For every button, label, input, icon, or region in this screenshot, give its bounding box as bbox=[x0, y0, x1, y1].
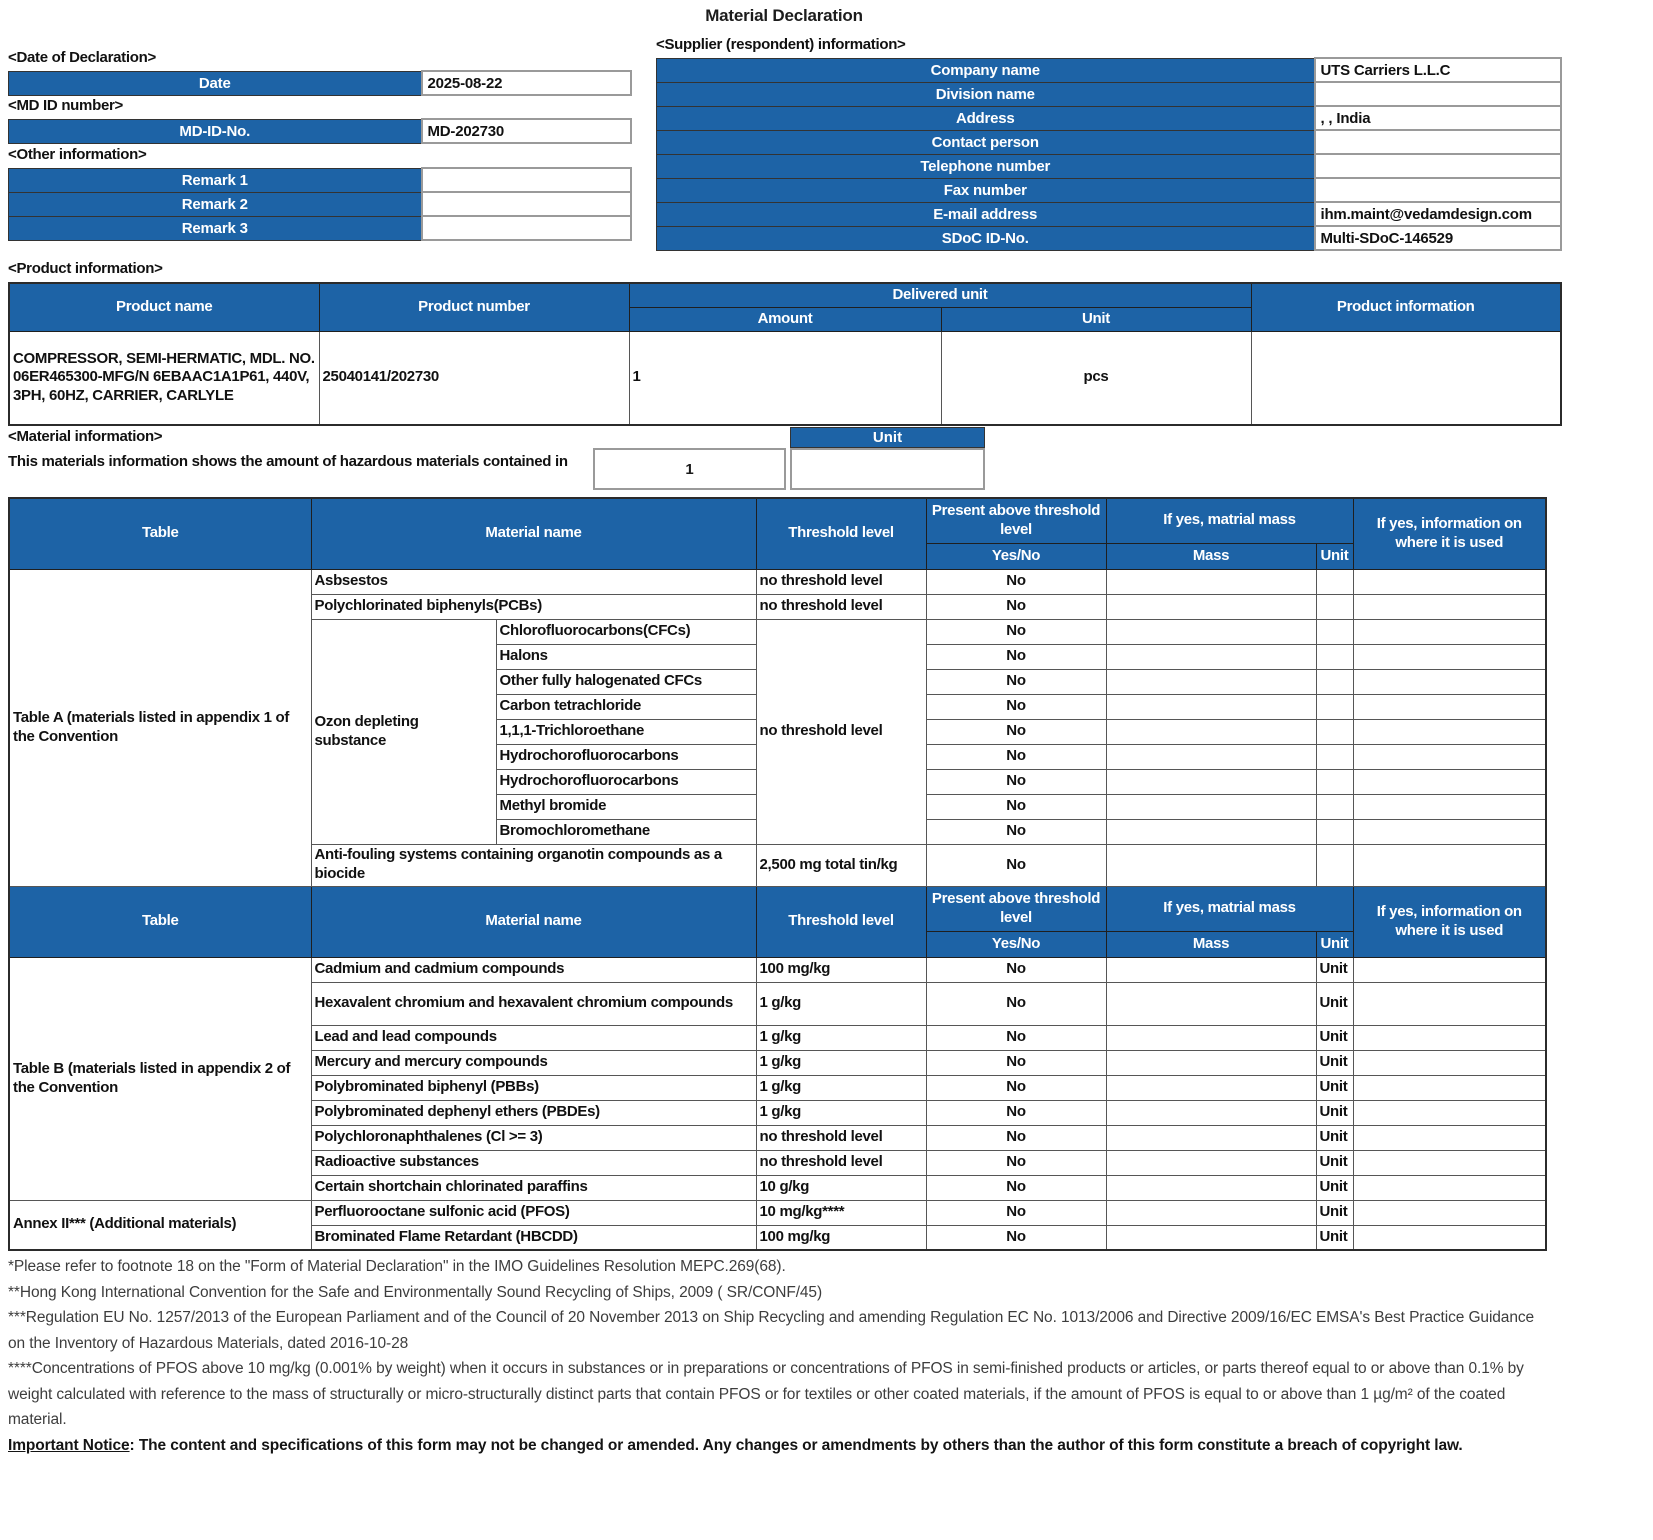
present-above-header: Present above threshold level bbox=[926, 886, 1106, 931]
mass-cell bbox=[1106, 819, 1316, 844]
unit-cell bbox=[1316, 794, 1353, 819]
unit-cell: Unit bbox=[1316, 1150, 1353, 1175]
contact-person-label: Contact person bbox=[657, 130, 1315, 154]
product-information-value bbox=[1251, 331, 1561, 425]
where-used-cell bbox=[1353, 1150, 1546, 1175]
table-row bbox=[657, 58, 1561, 82]
mass-cell bbox=[1106, 694, 1316, 719]
yes-no-cell: No bbox=[926, 1150, 1106, 1175]
footnote-1: *Please refer to footnote 18 on the "Form of Material Declaration" in the IMO Guidelines Resolution MEPC.269(68). bbox=[8, 1258, 786, 1275]
material-name-cell: Methyl bromide bbox=[496, 794, 756, 819]
where-used-cell bbox=[1353, 619, 1546, 644]
unit-cell: Unit bbox=[1316, 957, 1353, 982]
fax-field[interactable] bbox=[1315, 178, 1561, 202]
table-row bbox=[9, 71, 631, 95]
unit-cell: Unit bbox=[1316, 1075, 1353, 1100]
unit-cell bbox=[1316, 719, 1353, 744]
footnote-3: ***Regulation EU No. 1257/2013 of the European Parliament and of the Council of 20 November 2013 on Ship Recycling and amending Regulation EC No. 1013/2006 and Directive 2009/16/EC EMSA's Best Practice Guidance on the Inventory of Hazardous Materials, dated 2016-10-28 bbox=[8, 1309, 1535, 1352]
table-header-row bbox=[9, 498, 1546, 543]
remark-1-field[interactable] bbox=[422, 168, 631, 192]
supplier-section-label: <Supplier (respondent) information> bbox=[656, 36, 906, 53]
where-used-cell bbox=[1353, 644, 1546, 669]
material-name-header: Material name bbox=[311, 886, 756, 957]
where-used-cell bbox=[1353, 1075, 1546, 1100]
remark-2-label: Remark 2 bbox=[9, 192, 422, 216]
material-name-cell: Brominated Flame Retardant (HBCDD) bbox=[311, 1225, 756, 1250]
mass-cell bbox=[1106, 1175, 1316, 1200]
table-col-header: Table bbox=[9, 498, 311, 569]
yes-no-cell: No bbox=[926, 594, 1106, 619]
material-name-cell: Other fully halogenated CFCs bbox=[496, 669, 756, 694]
important-notice-label: Important Notice bbox=[8, 1436, 130, 1454]
md-id-section-label: <MD ID number> bbox=[8, 97, 123, 114]
yes-no-cell: No bbox=[926, 644, 1106, 669]
contained-unit-header: Unit bbox=[790, 427, 985, 448]
where-used-cell bbox=[1353, 744, 1546, 769]
where-used-cell bbox=[1353, 569, 1546, 594]
table-row bbox=[9, 119, 631, 143]
remark-1-label: Remark 1 bbox=[9, 168, 422, 192]
contained-amount-field[interactable]: 1 bbox=[593, 448, 786, 490]
unit-cell bbox=[1316, 744, 1353, 769]
unit-cell bbox=[1316, 569, 1353, 594]
md-id-table bbox=[8, 118, 632, 144]
yes-no-cell: No bbox=[926, 1100, 1106, 1125]
where-used-cell bbox=[1353, 594, 1546, 619]
unit-cell: Unit bbox=[1316, 1050, 1353, 1075]
telephone-label: Telephone number bbox=[657, 154, 1315, 178]
threshold-level-header: Threshold level bbox=[756, 498, 926, 569]
unit-cell: Unit bbox=[1316, 1225, 1353, 1250]
product-table bbox=[8, 282, 1562, 426]
mass-cell bbox=[1106, 644, 1316, 669]
remark-3-field[interactable] bbox=[422, 216, 631, 240]
where-used-cell bbox=[1353, 819, 1546, 844]
table-row bbox=[657, 130, 1561, 154]
table-row bbox=[9, 1200, 1546, 1225]
md-id-label: MD-ID-No. bbox=[9, 119, 422, 143]
mass-cell bbox=[1106, 569, 1316, 594]
remarks-table bbox=[8, 167, 632, 241]
material-name-cell: Lead and lead compounds bbox=[311, 1025, 756, 1050]
mass-cell bbox=[1106, 669, 1316, 694]
table-row bbox=[9, 216, 631, 240]
ozone-group-label: Ozon depleting substance bbox=[311, 619, 496, 844]
unit-cell bbox=[1316, 644, 1353, 669]
material-name-cell: Hydrochorofluorocarbons bbox=[496, 769, 756, 794]
product-information-header: Product information bbox=[1251, 283, 1561, 331]
where-used-cell bbox=[1353, 719, 1546, 744]
mass-cell bbox=[1106, 1025, 1316, 1050]
unit-header: Unit bbox=[941, 307, 1251, 331]
mass-header: Mass bbox=[1106, 931, 1316, 957]
table-row bbox=[9, 569, 1546, 594]
unit-cell bbox=[1316, 819, 1353, 844]
mass-cell bbox=[1106, 1125, 1316, 1150]
unit-cell bbox=[1316, 669, 1353, 694]
contact-person-field[interactable] bbox=[1315, 130, 1561, 154]
yes-no-cell: No bbox=[926, 844, 1106, 886]
table-row bbox=[9, 331, 1561, 425]
mass-cell bbox=[1106, 1100, 1316, 1125]
material-name-cell: Anti-fouling systems containing organotin compounds as a biocide bbox=[311, 844, 756, 886]
material-name-cell: 1,1,1-Trichloroethane bbox=[496, 719, 756, 744]
table-header-row bbox=[9, 283, 1561, 307]
threshold-cell: 1 g/kg bbox=[756, 982, 926, 1025]
threshold-cell: no threshold level bbox=[756, 619, 926, 844]
amount-value: 1 bbox=[629, 331, 941, 425]
yes-no-cell: No bbox=[926, 619, 1106, 644]
date-table bbox=[8, 70, 632, 96]
threshold-cell: 1 g/kg bbox=[756, 1075, 926, 1100]
material-name-cell: Asbsestos bbox=[311, 569, 756, 594]
where-used-cell bbox=[1353, 844, 1546, 886]
yes-no-cell: No bbox=[926, 719, 1106, 744]
if-yes-mass-header: If yes, matrial mass bbox=[1106, 886, 1353, 931]
unit-cell bbox=[1316, 769, 1353, 794]
company-name-label: Company name bbox=[657, 58, 1315, 82]
delivered-unit-header: Delivered unit bbox=[629, 283, 1251, 307]
table-row bbox=[657, 178, 1561, 202]
date-label: Date bbox=[9, 71, 422, 95]
yes-no-cell: No bbox=[926, 769, 1106, 794]
md-id-value-field[interactable]: MD-202730 bbox=[422, 119, 631, 143]
where-used-cell bbox=[1353, 669, 1546, 694]
unit-cell bbox=[1316, 594, 1353, 619]
if-yes-where-header: If yes, information on where it is used bbox=[1353, 498, 1546, 569]
yes-no-cell: No bbox=[926, 819, 1106, 844]
yes-no-cell: No bbox=[926, 1125, 1106, 1150]
where-used-cell bbox=[1353, 1175, 1546, 1200]
unit-cell: Unit bbox=[1316, 1175, 1353, 1200]
if-yes-where-header: If yes, information on where it is used bbox=[1353, 886, 1546, 957]
mass-cell bbox=[1106, 1225, 1316, 1250]
yes-no-cell: No bbox=[926, 669, 1106, 694]
yes-no-header: Yes/No bbox=[926, 931, 1106, 957]
material-description: This materials information shows the amount of hazardous materials contained in bbox=[8, 453, 568, 470]
amount-header: Amount bbox=[629, 307, 941, 331]
email-field[interactable]: ihm.maint@vedamdesign.com bbox=[1315, 202, 1561, 226]
yes-no-cell: No bbox=[926, 1075, 1106, 1100]
table-row bbox=[9, 192, 631, 216]
unit-cell: Unit bbox=[1316, 982, 1353, 1025]
date-value-field[interactable]: 2025-08-22 bbox=[422, 71, 631, 95]
mass-cell bbox=[1106, 769, 1316, 794]
threshold-cell: no threshold level bbox=[756, 594, 926, 619]
division-name-field[interactable] bbox=[1315, 82, 1561, 106]
fax-label: Fax number bbox=[657, 178, 1315, 202]
table-b-group-label: Table B (materials listed in appendix 2 of the Convention bbox=[9, 957, 311, 1200]
threshold-cell: 1 g/kg bbox=[756, 1100, 926, 1125]
where-used-cell bbox=[1353, 1200, 1546, 1225]
table-row bbox=[657, 82, 1561, 106]
table-col-header: Table bbox=[9, 886, 311, 957]
material-name-cell: Chlorofluorocarbons(CFCs) bbox=[496, 619, 756, 644]
mass-header: Mass bbox=[1106, 543, 1316, 569]
mass-cell bbox=[1106, 744, 1316, 769]
mass-cell bbox=[1106, 1050, 1316, 1075]
material-name-cell: Polybrominated dephenyl ethers (PBDEs) bbox=[311, 1100, 756, 1125]
footnote-2: **Hong Kong International Convention for the Safe and Environmentally Sound Recycling of Ships, 2009 ( SR/CONF/45) bbox=[8, 1283, 823, 1301]
material-name-cell: Hexavalent chromium and hexavalent chromium compounds bbox=[311, 982, 756, 1025]
yes-no-cell: No bbox=[926, 982, 1106, 1025]
company-name-field[interactable]: UTS Carriers L.L.C bbox=[1315, 58, 1561, 82]
material-name-cell: Certain shortchain chlorinated paraffins bbox=[311, 1175, 756, 1200]
unit-col-header: Unit bbox=[1316, 931, 1353, 957]
if-yes-mass-header: If yes, matrial mass bbox=[1106, 498, 1353, 543]
unit-cell bbox=[1316, 619, 1353, 644]
mass-cell bbox=[1106, 1150, 1316, 1175]
yes-no-cell: No bbox=[926, 694, 1106, 719]
supplier-table bbox=[656, 57, 1562, 251]
mass-cell bbox=[1106, 594, 1316, 619]
mass-cell bbox=[1106, 1200, 1316, 1225]
yes-no-cell: No bbox=[926, 1050, 1106, 1075]
yes-no-header: Yes/No bbox=[926, 543, 1106, 569]
material-name-cell: Radioactive substances bbox=[311, 1150, 756, 1175]
yes-no-cell: No bbox=[926, 569, 1106, 594]
yes-no-cell: No bbox=[926, 794, 1106, 819]
table-header-row bbox=[9, 886, 1546, 931]
threshold-cell: 10 g/kg bbox=[756, 1175, 926, 1200]
unit-cell: Unit bbox=[1316, 1100, 1353, 1125]
date-section-label: <Date of Declaration> bbox=[8, 49, 156, 66]
table-row bbox=[657, 202, 1561, 226]
unit-cell bbox=[1316, 844, 1353, 886]
yes-no-cell: No bbox=[926, 957, 1106, 982]
threshold-cell: 100 mg/kg bbox=[756, 1225, 926, 1250]
threshold-cell: 2,500 mg total tin/kg bbox=[756, 844, 926, 886]
where-used-cell bbox=[1353, 1025, 1546, 1050]
material-name-cell: Perfluorooctane sulfonic acid (PFOS) bbox=[311, 1200, 756, 1225]
table-row bbox=[657, 154, 1561, 178]
contained-unit-field[interactable] bbox=[790, 448, 985, 490]
mass-cell bbox=[1106, 1075, 1316, 1100]
yes-no-cell: No bbox=[926, 744, 1106, 769]
other-info-section-label: <Other information> bbox=[8, 146, 147, 163]
where-used-cell bbox=[1353, 1050, 1546, 1075]
table-row bbox=[9, 957, 1546, 982]
hazardous-materials-table bbox=[8, 497, 1547, 1251]
footnotes bbox=[8, 1254, 1550, 1458]
where-used-cell bbox=[1353, 1125, 1546, 1150]
material-name-cell: Polybrominated biphenyl (PBBs) bbox=[311, 1075, 756, 1100]
footnote-4: ****Concentrations of PFOS above 10 mg/kg (0.001% by weight) when it occurs in substances or in preparations or concentrations of PFOS in semi-finished products or articles, or parts thereof equal to or above than 0.1% by weight calculated with reference to the mass of structurally or micro-structurally distinct parts that contain PFOS or for textiles or other coated materials, if the amount of PFOS is equal to or above than 1 µg/m² of the coated material. bbox=[8, 1360, 1524, 1428]
table-row bbox=[657, 106, 1561, 130]
product-number-header: Product number bbox=[319, 283, 629, 331]
yes-no-cell: No bbox=[926, 1175, 1106, 1200]
important-notice-text: : The content and specifications of this form may not be changed or amended. Any changes or amendments by others than the author of this form constitute a breach of copyright law. bbox=[129, 1436, 1463, 1454]
material-name-header: Material name bbox=[311, 498, 756, 569]
where-used-cell bbox=[1353, 957, 1546, 982]
where-used-cell bbox=[1353, 982, 1546, 1025]
where-used-cell bbox=[1353, 794, 1546, 819]
mass-cell bbox=[1106, 619, 1316, 644]
unit-col-header: Unit bbox=[1316, 543, 1353, 569]
material-section-label: <Material information> bbox=[8, 428, 163, 445]
material-name-cell: Mercury and mercury compounds bbox=[311, 1050, 756, 1075]
where-used-cell bbox=[1353, 694, 1546, 719]
table-row bbox=[657, 226, 1561, 250]
threshold-cell: 1 g/kg bbox=[756, 1025, 926, 1050]
division-name-label: Division name bbox=[657, 82, 1315, 106]
telephone-field[interactable] bbox=[1315, 154, 1561, 178]
address-field[interactable]: , , India bbox=[1315, 106, 1561, 130]
threshold-cell: no threshold level bbox=[756, 1150, 926, 1175]
product-name-header: Product name bbox=[9, 283, 319, 331]
material-name-cell: Polychloronaphthalenes (Cl >= 3) bbox=[311, 1125, 756, 1150]
yes-no-cell: No bbox=[926, 1225, 1106, 1250]
yes-no-cell: No bbox=[926, 1200, 1106, 1225]
remark-2-field[interactable] bbox=[422, 192, 631, 216]
material-name-cell: Carbon tetrachloride bbox=[496, 694, 756, 719]
material-name-cell: Polychlorinated biphenyls(PCBs) bbox=[311, 594, 756, 619]
table-a-group-label: Table A (materials listed in appendix 1 of the Convention bbox=[9, 569, 311, 886]
threshold-level-header: Threshold level bbox=[756, 886, 926, 957]
material-name-cell: Halons bbox=[496, 644, 756, 669]
yes-no-cell: No bbox=[926, 1025, 1106, 1050]
where-used-cell bbox=[1353, 1225, 1546, 1250]
threshold-cell: no threshold level bbox=[756, 1125, 926, 1150]
annex-group-label: Annex II*** (Additional materials) bbox=[9, 1200, 311, 1250]
material-name-cell: Hydrochorofluorocarbons bbox=[496, 744, 756, 769]
material-name-cell: Bromochloromethane bbox=[496, 819, 756, 844]
sdoc-id-field[interactable]: Multi-SDoC-146529 bbox=[1315, 226, 1561, 250]
product-number-value: 25040141/202730 bbox=[319, 331, 629, 425]
where-used-cell bbox=[1353, 769, 1546, 794]
threshold-cell: 1 g/kg bbox=[756, 1050, 926, 1075]
address-label: Address bbox=[657, 106, 1315, 130]
unit-value: pcs bbox=[941, 331, 1251, 425]
sdoc-id-label: SDoC ID-No. bbox=[657, 226, 1315, 250]
threshold-cell: 10 mg/kg**** bbox=[756, 1200, 926, 1225]
product-name-value: COMPRESSOR, SEMI-HERMATIC, MDL. NO. 06ER465300-MFG/N 6EBAAC1A1P61, 440V, 3PH, 60HZ, CARRIER, CARLYLE bbox=[9, 331, 319, 425]
mass-cell bbox=[1106, 719, 1316, 744]
threshold-cell: 100 mg/kg bbox=[756, 957, 926, 982]
threshold-cell: no threshold level bbox=[756, 569, 926, 594]
mass-cell bbox=[1106, 844, 1316, 886]
mass-cell bbox=[1106, 982, 1316, 1025]
material-name-cell: Cadmium and cadmium compounds bbox=[311, 957, 756, 982]
present-above-header: Present above threshold level bbox=[926, 498, 1106, 543]
email-label: E-mail address bbox=[657, 202, 1315, 226]
where-used-cell bbox=[1353, 1100, 1546, 1125]
remark-3-label: Remark 3 bbox=[9, 216, 422, 240]
table-row bbox=[9, 168, 631, 192]
important-notice bbox=[8, 1433, 1550, 1459]
mass-cell bbox=[1106, 794, 1316, 819]
unit-cell: Unit bbox=[1316, 1025, 1353, 1050]
mass-cell bbox=[1106, 957, 1316, 982]
page-title: Material Declaration bbox=[705, 6, 863, 25]
product-section-label: <Product information> bbox=[8, 260, 163, 277]
unit-cell: Unit bbox=[1316, 1125, 1353, 1150]
unit-cell: Unit bbox=[1316, 1200, 1353, 1225]
unit-cell bbox=[1316, 694, 1353, 719]
